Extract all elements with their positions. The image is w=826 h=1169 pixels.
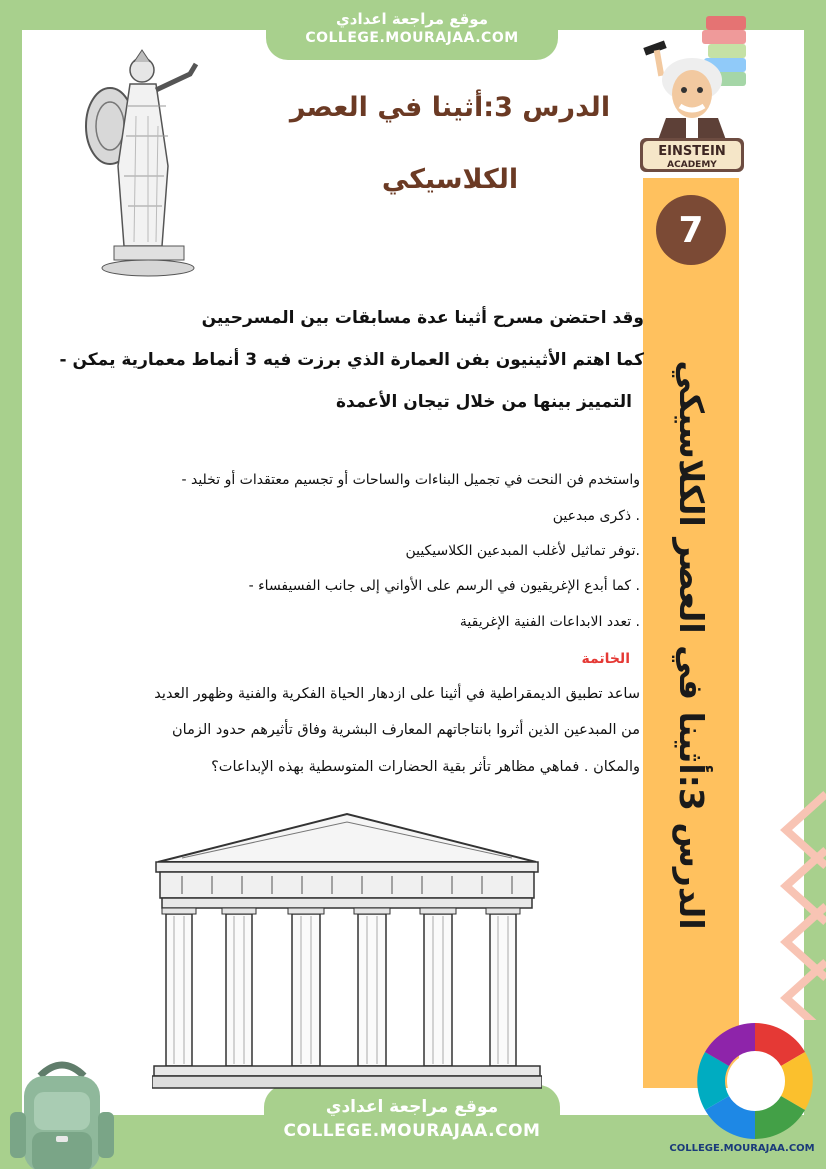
conclusion-line3: والمكان . فماهي مظاهر تأثر بقية الحضارات المتوسطية بهذه الإبداعات؟ bbox=[211, 759, 640, 775]
para2-line4: . كما أبدع الإغريقيون في الرسم على الأواني إلى جانب الفسيفساء - bbox=[248, 578, 640, 594]
conclusion-line1: ساعد تطبيق الديمقراطية في أثينا على ازدهار الحياة الفكرية والفنية وظهور العديد bbox=[154, 686, 640, 702]
bottom-right-site-caption: COLLEGE.MOURAJAA.COM bbox=[669, 1143, 815, 1154]
para1-line2: كما اهتم الأثينيون بفن العمارة الذي برزت فيه 3 أنماط معمارية يمكن - bbox=[59, 350, 644, 370]
para2-line3: .توفر تماثيل لأغلب المبدعين الكلاسيكيين bbox=[405, 543, 640, 559]
para1-line1: وقد احتضن مسرح أثينا عدة مسابقات بين المسرحيين bbox=[201, 308, 644, 328]
conclusion-heading: الخاتمة bbox=[581, 651, 630, 667]
lesson-number-badge: 7 bbox=[656, 195, 726, 265]
chevron-decoration-icon bbox=[742, 790, 826, 1020]
lesson-title-line2: الكلاسيكي bbox=[381, 164, 519, 195]
footer-site-arabic: موقع مراجعة اعدادي bbox=[325, 1097, 499, 1117]
subjects-wheel-logo bbox=[694, 1020, 816, 1142]
para2-line5: . تعدد الابداعات الفنية الإغريقية bbox=[459, 614, 640, 630]
backpack-icon bbox=[6, 1056, 118, 1169]
header-site-tab[interactable] bbox=[266, 0, 558, 60]
athena-statue-image bbox=[78, 46, 218, 282]
para2-line2: . ذكرى مبدعين bbox=[552, 508, 640, 524]
para1-line3: التمييز بينها من خلال تيجان الأعمدة bbox=[335, 392, 632, 412]
greek-temple-image bbox=[152, 810, 542, 1092]
footer-site-tab[interactable] bbox=[264, 1085, 560, 1169]
header-site-url: COLLEGE.MOURAJAA.COM bbox=[305, 30, 519, 46]
einstein-badge-line1: EINSTEIN bbox=[658, 144, 726, 159]
einstein-academy-logo bbox=[636, 10, 748, 182]
header-site-arabic: موقع مراجعة اعدادي bbox=[336, 10, 488, 28]
lesson-title-line1: الدرس 3:أثينا في العصر bbox=[289, 92, 611, 123]
vertical-lesson-title: الدرس 3:أثينا في العصر الكلاسيكي bbox=[672, 360, 711, 930]
para2-line1: واستخدم فن النحت في تجميل البناءات والساحات أو تجسيم معتقدات أو تخليد - bbox=[181, 472, 640, 488]
conclusion-line2: من المبدعين الذين أثروا بانتاجاتهم المعارف البشرية وفاق تأثيرهم حدود الزمان bbox=[172, 722, 640, 738]
einstein-badge-line2: ACADEMY bbox=[667, 160, 717, 170]
footer-site-url: COLLEGE.MOURAJAA.COM bbox=[283, 1121, 541, 1141]
